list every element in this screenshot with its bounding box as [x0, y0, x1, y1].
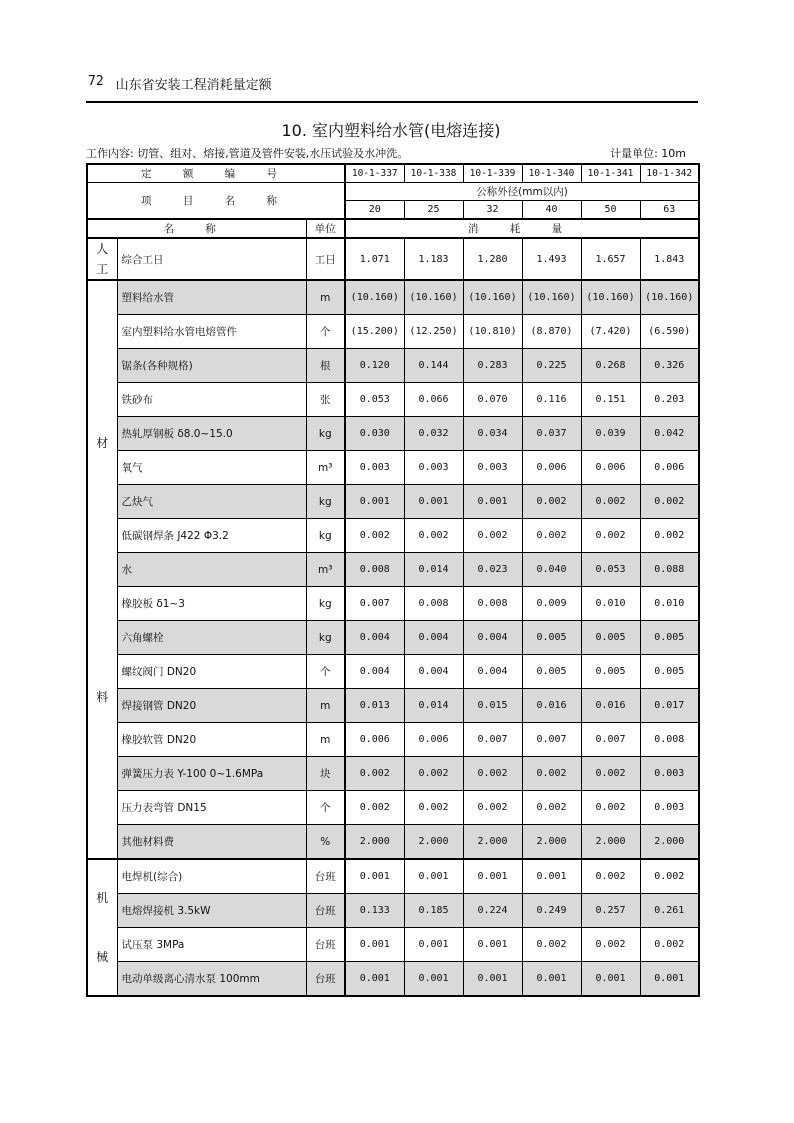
resource-name: 氧气: [117, 451, 306, 485]
quota-code: 10-1-341: [581, 164, 640, 183]
consumption-value: 0.037: [522, 417, 581, 451]
consumption-value: 0.014: [404, 689, 463, 723]
consumption-value: 0.004: [463, 655, 522, 689]
consumption-value: 0.002: [522, 791, 581, 825]
consumption-value: 0.002: [522, 485, 581, 519]
resource-name: 其他材料费: [117, 825, 306, 860]
resource-name: 电熔焊接机 3.5kW: [117, 894, 306, 928]
consumption-value: 0.007: [581, 723, 640, 757]
consumption-value: 1.657: [581, 238, 640, 280]
consumption-value: 0.002: [522, 928, 581, 962]
consumption-value: 1.843: [640, 238, 699, 280]
table-row: [87, 349, 699, 383]
resource-name: 橡胶软管 DN20: [117, 723, 306, 757]
consumption-value: 0.001: [345, 928, 404, 962]
table-row: [87, 238, 699, 280]
consumption-value: 2.000: [581, 825, 640, 860]
consumption-value: 0.001: [345, 962, 404, 997]
consumption-value: 0.004: [345, 621, 404, 655]
diameter-value: 63: [640, 201, 699, 220]
consumption-value: 0.326: [640, 349, 699, 383]
consumption-value: 0.003: [640, 791, 699, 825]
consumption-value: 0.003: [463, 451, 522, 485]
category-char: 机: [96, 890, 109, 905]
resource-name: 室内塑料给水管电熔管件: [117, 315, 306, 349]
consumption-value: (8.870): [522, 315, 581, 349]
resource-unit: kg: [306, 621, 345, 655]
table-row: [87, 928, 699, 962]
consumption-value: 0.120: [345, 349, 404, 383]
consumption-value: 0.005: [581, 621, 640, 655]
quota-table: [86, 163, 700, 997]
resource-name: 水: [117, 553, 306, 587]
consumption-value: 0.042: [640, 417, 699, 451]
col-name-header: [87, 219, 306, 238]
table-row: [87, 485, 699, 519]
category-char: 械: [96, 949, 109, 964]
table-row: [87, 757, 699, 791]
table-meta: [86, 145, 698, 161]
diameter-value: 25: [404, 201, 463, 220]
resource-name: 电动单级离心清水泵 100mm: [117, 962, 306, 997]
consumption-value: 0.004: [404, 621, 463, 655]
item-name-label-text: 项 目 名 称: [141, 195, 292, 207]
consumption-value: 0.001: [581, 962, 640, 997]
resource-unit: kg: [306, 417, 345, 451]
resource-name: 锯条(各种规格): [117, 349, 306, 383]
resource-unit: m: [306, 723, 345, 757]
consumption-value: (10.810): [463, 315, 522, 349]
resource-name: 螺纹阀门 DN20: [117, 655, 306, 689]
resource-unit: 台班: [306, 928, 345, 962]
resource-unit: 台班: [306, 859, 345, 894]
consumption-value: 0.023: [463, 553, 522, 587]
table-row: [87, 655, 699, 689]
quota-code: 10-1-339: [463, 164, 522, 183]
consumption-value: 0.001: [463, 859, 522, 894]
category-char: 人: [96, 242, 109, 256]
col-unit-header: 单位: [306, 219, 345, 238]
consumption-value: 0.066: [404, 383, 463, 417]
col-consumption-header-text: 消 耗 量: [467, 223, 577, 235]
table-row: [87, 621, 699, 655]
quota-code: 10-1-337: [345, 164, 404, 183]
consumption-value: 0.002: [581, 928, 640, 962]
consumption-value: 0.040: [522, 553, 581, 587]
item-name-label: [87, 183, 345, 220]
consumption-value: 0.151: [581, 383, 640, 417]
consumption-value: 0.006: [345, 723, 404, 757]
consumption-value: 0.005: [640, 655, 699, 689]
consumption-value: 0.225: [522, 349, 581, 383]
consumption-value: 0.017: [640, 689, 699, 723]
table-row: [87, 723, 699, 757]
consumption-value: 0.283: [463, 349, 522, 383]
category-char: 材: [96, 435, 109, 450]
consumption-value: 0.002: [404, 757, 463, 791]
consumption-value: 0.004: [404, 655, 463, 689]
quota-code-label: [87, 164, 345, 183]
consumption-value: 0.002: [345, 757, 404, 791]
consumption-value: 0.224: [463, 894, 522, 928]
consumption-value: 0.015: [463, 689, 522, 723]
consumption-value: 0.008: [404, 587, 463, 621]
consumption-value: (10.160): [345, 280, 404, 315]
page-number: 72: [88, 74, 104, 89]
consumption-value: 1.280: [463, 238, 522, 280]
consumption-value: 0.001: [640, 962, 699, 997]
consumption-value: 0.002: [463, 791, 522, 825]
consumption-value: 0.030: [345, 417, 404, 451]
consumption-value: (12.250): [404, 315, 463, 349]
consumption-value: 0.006: [581, 451, 640, 485]
resource-name: 压力表弯管 DN15: [117, 791, 306, 825]
section-title: [0, 118, 794, 141]
col-consumption-header: [345, 219, 699, 238]
consumption-value: 0.002: [345, 791, 404, 825]
consumption-value: 0.001: [463, 928, 522, 962]
table-row: [87, 689, 699, 723]
consumption-value: 0.002: [404, 791, 463, 825]
work-content: 工作内容: 切管、组对、熔接,管道及管件安装,水压试验及水冲洗。: [86, 147, 409, 160]
book-title: 山东省安装工程消耗量定额: [115, 78, 272, 93]
resource-name: 低碳钢焊条 J422 Φ3.2: [117, 519, 306, 553]
consumption-value: 0.053: [345, 383, 404, 417]
consumption-value: 0.039: [581, 417, 640, 451]
resource-name: 焊接钢管 DN20: [117, 689, 306, 723]
resource-unit: 个: [306, 791, 345, 825]
resource-unit: m³: [306, 451, 345, 485]
resource-unit: m: [306, 280, 345, 315]
category-char: 料: [96, 689, 109, 704]
resource-name: 综合工日: [117, 238, 306, 280]
col-name-header-text: 名 称: [163, 223, 230, 235]
diameter-value: 40: [522, 201, 581, 220]
resource-unit: %: [306, 825, 345, 860]
consumption-value: 0.116: [522, 383, 581, 417]
table-row: [87, 383, 699, 417]
unit-note: 计量单位: 10m: [610, 147, 686, 160]
resource-unit: 台班: [306, 962, 345, 997]
consumption-value: 0.005: [522, 621, 581, 655]
consumption-value: (10.160): [522, 280, 581, 315]
resource-name: 塑料给水管: [117, 280, 306, 315]
column-header-row: [87, 219, 699, 238]
consumption-value: 0.002: [640, 928, 699, 962]
consumption-value: 0.002: [640, 519, 699, 553]
table-row: [87, 553, 699, 587]
consumption-value: 0.003: [404, 451, 463, 485]
consumption-value: 0.007: [522, 723, 581, 757]
consumption-value: 0.007: [345, 587, 404, 621]
consumption-value: 2.000: [345, 825, 404, 860]
table-row: [87, 315, 699, 349]
consumption-value: 1.183: [404, 238, 463, 280]
consumption-value: (10.160): [581, 280, 640, 315]
resource-unit: 张: [306, 383, 345, 417]
consumption-value: 0.002: [581, 485, 640, 519]
quota-code-row: [87, 164, 699, 183]
consumption-value: 0.005: [581, 655, 640, 689]
consumption-value: 0.005: [522, 655, 581, 689]
consumption-value: (15.200): [345, 315, 404, 349]
table-row: [87, 894, 699, 928]
resource-name: 热轧厚钢板 δ8.0~15.0: [117, 417, 306, 451]
consumption-value: 0.053: [581, 553, 640, 587]
table-row: [87, 519, 699, 553]
consumption-value: (10.160): [404, 280, 463, 315]
consumption-value: 0.003: [345, 451, 404, 485]
consumption-value: 0.002: [581, 519, 640, 553]
table-row: [87, 825, 699, 860]
consumption-value: 0.002: [345, 519, 404, 553]
resource-unit: 块: [306, 757, 345, 791]
consumption-value: (10.160): [640, 280, 699, 315]
consumption-value: 0.014: [404, 553, 463, 587]
consumption-value: 2.000: [640, 825, 699, 860]
consumption-value: 0.002: [463, 757, 522, 791]
consumption-value: 0.006: [404, 723, 463, 757]
consumption-value: 0.034: [463, 417, 522, 451]
consumption-value: 0.257: [581, 894, 640, 928]
quota-code-label-text: 定 额 编 号: [141, 168, 292, 180]
consumption-value: 0.002: [463, 519, 522, 553]
consumption-value: 1.493: [522, 238, 581, 280]
consumption-value: 0.203: [640, 383, 699, 417]
resource-unit: kg: [306, 587, 345, 621]
consumption-value: 0.006: [640, 451, 699, 485]
consumption-value: 2.000: [404, 825, 463, 860]
consumption-value: 0.001: [522, 859, 581, 894]
consumption-value: 0.002: [581, 791, 640, 825]
consumption-value: 0.001: [345, 485, 404, 519]
consumption-value: 0.003: [640, 757, 699, 791]
quota-code: 10-1-338: [404, 164, 463, 183]
consumption-value: 0.001: [463, 485, 522, 519]
consumption-value: 0.016: [522, 689, 581, 723]
category-cell: [87, 238, 117, 280]
consumption-value: 0.001: [404, 962, 463, 997]
consumption-value: 0.133: [345, 894, 404, 928]
consumption-value: 0.008: [463, 587, 522, 621]
resource-unit: 个: [306, 315, 345, 349]
quota-code: 10-1-342: [640, 164, 699, 183]
resource-unit: m³: [306, 553, 345, 587]
consumption-value: 0.001: [345, 859, 404, 894]
consumption-value: 0.002: [640, 859, 699, 894]
consumption-value: 0.004: [463, 621, 522, 655]
consumption-value: (10.160): [463, 280, 522, 315]
category-cell: [87, 280, 117, 859]
resource-unit: m: [306, 689, 345, 723]
resource-name: 橡胶板 δ1~3: [117, 587, 306, 621]
consumption-value: 0.007: [463, 723, 522, 757]
category-char: 工: [96, 262, 109, 276]
diameter-value: 50: [581, 201, 640, 220]
consumption-value: (7.420): [581, 315, 640, 349]
table-row: [87, 417, 699, 451]
consumption-value: 0.032: [404, 417, 463, 451]
nominal-diameter-label: 公称外径(mm以内): [345, 183, 699, 201]
consumption-value: 0.008: [640, 723, 699, 757]
page-header: [88, 74, 272, 93]
table-row: [87, 791, 699, 825]
resource-unit: kg: [306, 485, 345, 519]
table-row: [87, 280, 699, 315]
consumption-value: 0.185: [404, 894, 463, 928]
section-title-text: 10. 室内塑料给水管(电熔连接): [281, 121, 501, 140]
consumption-value: 0.006: [522, 451, 581, 485]
consumption-value: 0.001: [463, 962, 522, 997]
header-rule: [86, 101, 698, 103]
table-row: [87, 962, 699, 997]
consumption-value: 0.005: [640, 621, 699, 655]
consumption-value: 0.001: [404, 928, 463, 962]
consumption-value: 0.002: [581, 859, 640, 894]
resource-unit: kg: [306, 519, 345, 553]
table-row: [87, 859, 699, 894]
consumption-value: 0.001: [522, 962, 581, 997]
consumption-value: 0.004: [345, 655, 404, 689]
consumption-value: 0.013: [345, 689, 404, 723]
consumption-value: 0.070: [463, 383, 522, 417]
resource-unit: 个: [306, 655, 345, 689]
quota-code: 10-1-340: [522, 164, 581, 183]
resource-name: 电焊机(综合): [117, 859, 306, 894]
consumption-value: 2.000: [522, 825, 581, 860]
resource-name: 试压泵 3MPa: [117, 928, 306, 962]
consumption-value: 0.144: [404, 349, 463, 383]
consumption-value: 0.249: [522, 894, 581, 928]
resource-unit: 工日: [306, 238, 345, 280]
resource-name: 铁砂布: [117, 383, 306, 417]
consumption-value: 0.088: [640, 553, 699, 587]
consumption-value: 0.002: [522, 757, 581, 791]
consumption-value: 0.002: [522, 519, 581, 553]
table-row: [87, 451, 699, 485]
consumption-value: 0.002: [581, 757, 640, 791]
consumption-value: 0.001: [404, 485, 463, 519]
consumption-value: (6.590): [640, 315, 699, 349]
nominal-diameter-row: [87, 183, 699, 201]
consumption-value: 0.016: [581, 689, 640, 723]
diameter-value: 20: [345, 201, 404, 220]
consumption-value: 2.000: [463, 825, 522, 860]
consumption-value: 1.071: [345, 238, 404, 280]
resource-name: 弹簧压力表 Y-100 0~1.6MPa: [117, 757, 306, 791]
consumption-value: 0.002: [640, 485, 699, 519]
consumption-value: 0.008: [345, 553, 404, 587]
resource-name: 乙炔气: [117, 485, 306, 519]
category-cell: [87, 859, 117, 996]
consumption-value: 0.002: [404, 519, 463, 553]
table-row: [87, 587, 699, 621]
consumption-value: 0.001: [404, 859, 463, 894]
resource-unit: 根: [306, 349, 345, 383]
consumption-value: 0.010: [640, 587, 699, 621]
consumption-value: 0.009: [522, 587, 581, 621]
consumption-value: 0.010: [581, 587, 640, 621]
resource-name: 六角螺栓: [117, 621, 306, 655]
diameter-value: 32: [463, 201, 522, 220]
consumption-value: 0.268: [581, 349, 640, 383]
consumption-value: 0.261: [640, 894, 699, 928]
resource-unit: 台班: [306, 894, 345, 928]
